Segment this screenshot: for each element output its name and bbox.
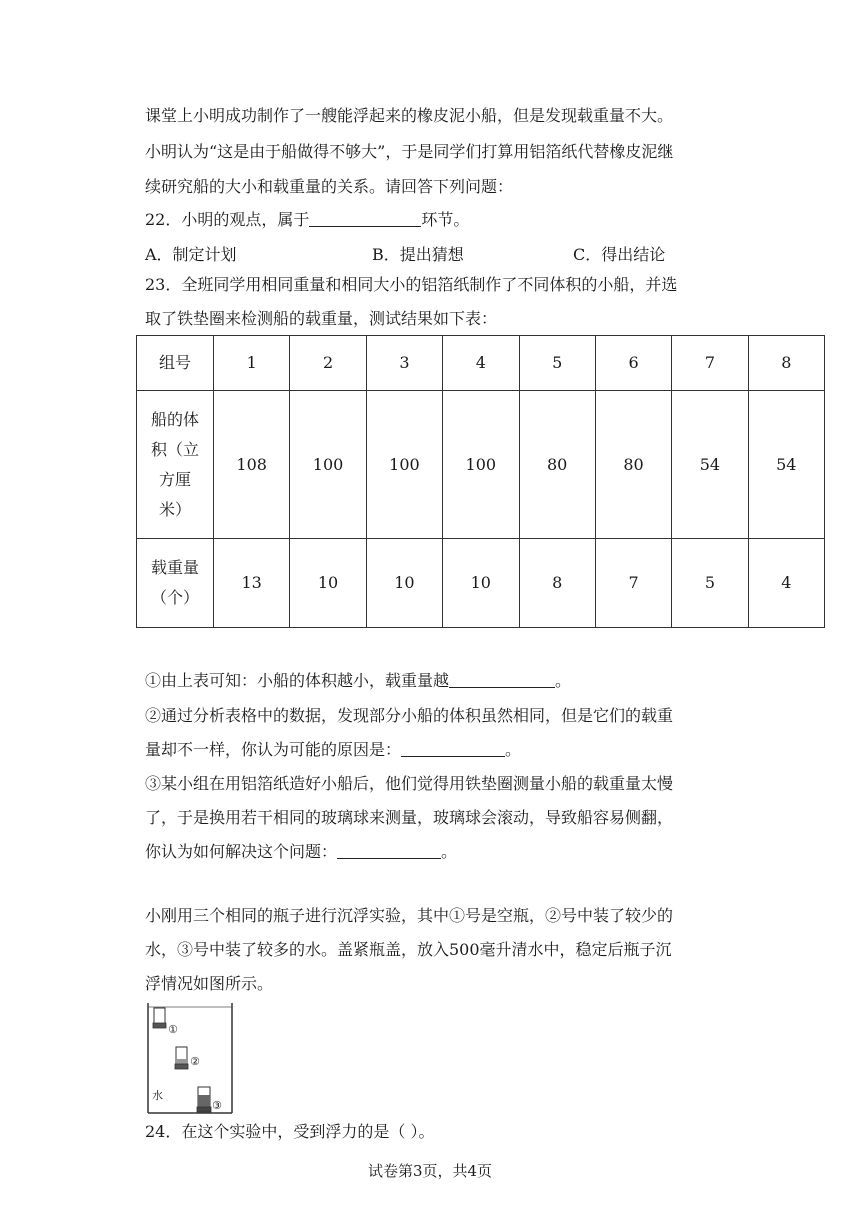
table-cell-group: 7 — [672, 336, 748, 391]
sub-question-3-line-2: 了，于是换用若干相同的玻璃球来测量，玻璃球会滚动，导致船容易侧翻， — [145, 808, 674, 827]
bottle-line-2: 水，③号中装了较多的水。盖紧瓶盖，放入500毫升清水中，稳定后瓶子沉 — [145, 940, 672, 959]
bottle-label-1: ① — [168, 1023, 178, 1036]
option-b[interactable]: B．提出猜想 — [372, 245, 464, 264]
question-24: 24．在这个实验中，受到浮力的是（ ）。 — [145, 1122, 435, 1141]
label-line: 方厘 — [158, 469, 191, 489]
table-label-volume — [137, 391, 214, 539]
sub-question-1-suffix: 。 — [555, 671, 572, 690]
intro-line-1: 课堂上小明成功制作了一艘能浮起来的橡皮泥小船，但是发现载重量不大。 — [145, 106, 674, 125]
intro-line-3: 续研究船的大小和载重量的关系。请回答下列问题： — [145, 177, 514, 196]
question-22-suffix: 环节。 — [421, 210, 470, 229]
question-22 — [145, 210, 469, 230]
table-cell-group: 6 — [595, 336, 671, 391]
table-cell-volume: 80 — [519, 391, 595, 539]
results-table — [136, 335, 825, 628]
question-23-line-2: 取了铁垫圈来检测船的载重量，测试结果如下表： — [145, 309, 498, 328]
table-row-group — [137, 336, 825, 391]
table-cell-load: 5 — [672, 539, 748, 628]
table-cell-volume: 54 — [672, 391, 748, 539]
table-cell-group: 8 — [748, 336, 824, 391]
sub-question-1 — [145, 671, 571, 691]
table-cell-group: 4 — [443, 336, 519, 391]
table-cell-group: 3 — [366, 336, 442, 391]
table-cell-volume: 80 — [595, 391, 671, 539]
table-label-load — [137, 539, 214, 628]
question-22-prefix: 22．小明的观点，属于 — [145, 210, 310, 229]
bottle-label-3: ③ — [212, 1099, 222, 1112]
answer-blank-sub1[interactable] — [449, 671, 555, 688]
table-row-volume — [137, 391, 825, 539]
sub-question-2-line-2 — [145, 740, 521, 760]
option-a[interactable]: A．制定计划 — [145, 245, 237, 264]
sub-question-3-line-1: ③某小组在用铝箔纸造好小船后，他们觉得用铁垫圈测量小船的载重量太慢 — [145, 774, 674, 793]
bottle-2-icon — [175, 1047, 188, 1069]
sub-question-2-line-1: ②通过分析表格中的数据，发现部分小船的体积虽然相同，但是它们的载重 — [145, 706, 674, 725]
intro-line-2: 小明认为“这是由于船做得不够大”，于是同学们打算用铝箔纸代替橡皮泥继 — [145, 142, 674, 161]
table-cell-load: 10 — [290, 539, 366, 628]
table-cell-group: 2 — [290, 336, 366, 391]
bottle-label-2: ② — [190, 1055, 200, 1068]
bottle-line-1: 小刚用三个相同的瓶子进行沉浮实验，其中①号是空瓶，②号中装了较少的 — [145, 906, 674, 925]
sub-question-3-line-3 — [145, 842, 457, 862]
label-line: 米） — [158, 499, 191, 519]
bottle-1-icon — [153, 1008, 166, 1028]
label-line: 积（立 — [150, 439, 199, 459]
sub-question-3-prefix: 你认为如何解决这个问题： — [145, 842, 338, 861]
sub-question-1-prefix: ①由上表可知：小船的体积越小，载重量越 — [145, 671, 450, 690]
label-line: （个） — [150, 588, 199, 607]
table-cell-load: 13 — [214, 539, 290, 628]
sub-question-2-prefix: 量却不一样，你认为可能的原因是： — [145, 740, 402, 759]
table-cell-volume: 100 — [366, 391, 442, 539]
option-c[interactable]: C．得出结论 — [573, 245, 666, 264]
table-cell-volume: 108 — [214, 391, 290, 539]
page-footer: 试卷第3页，共4页 — [367, 1162, 493, 1180]
label-line: 船的体 — [150, 409, 199, 429]
table-cell-volume: 100 — [443, 391, 519, 539]
table-cell-volume: 100 — [290, 391, 366, 539]
table-cell-load: 10 — [366, 539, 442, 628]
table-cell-load: 4 — [748, 539, 824, 628]
table-cell-volume: 54 — [748, 391, 824, 539]
water-label: 水 — [152, 1089, 163, 1102]
table-row-load — [137, 539, 825, 628]
answer-blank-sub2[interactable] — [401, 740, 505, 757]
sub-question-3-suffix: 。 — [441, 842, 458, 861]
table-cell-load: 10 — [443, 539, 519, 628]
answer-blank-sub3[interactable] — [337, 842, 441, 859]
sub-question-2-suffix: 。 — [505, 740, 522, 759]
bottle-3-icon — [197, 1087, 211, 1112]
question-23-line-1: 23．全班同学用相同重量和相同大小的铝箔纸制作了不同体积的小船，并选 — [145, 275, 678, 294]
bottle-line-3: 浮情况如图所示。 — [145, 974, 274, 993]
table-header-label: 组号 — [137, 336, 214, 391]
answer-blank-22[interactable] — [309, 210, 421, 227]
table-cell-load: 8 — [519, 539, 595, 628]
bottle-experiment-figure — [146, 1003, 234, 1115]
table-cell-group: 5 — [519, 336, 595, 391]
table-cell-load: 7 — [595, 539, 671, 628]
label-line: 载重量 — [150, 558, 199, 577]
table-cell-group: 1 — [214, 336, 290, 391]
